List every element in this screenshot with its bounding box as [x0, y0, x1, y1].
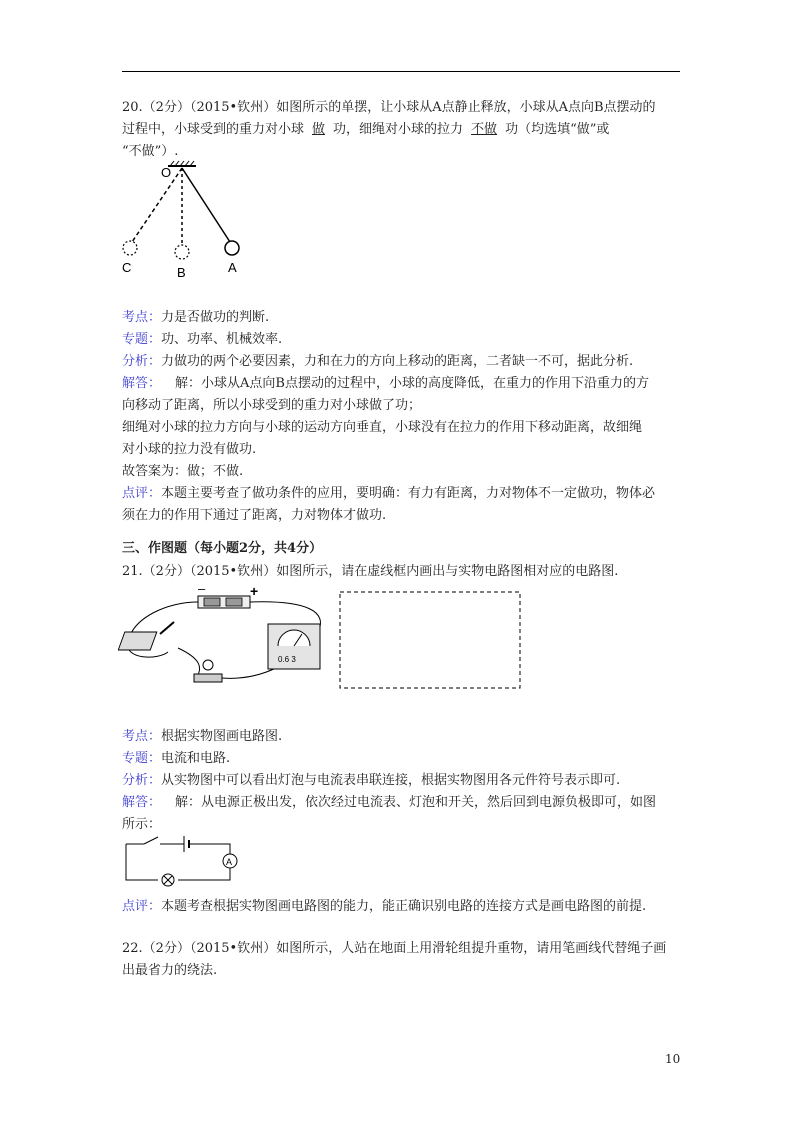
schematic-wire-left: [126, 844, 158, 880]
header-rule: [122, 71, 680, 72]
battery-plus-label: +: [250, 583, 259, 599]
page-number: 10: [665, 1052, 681, 1066]
q20-stem-line1: 20.（2分）（2015•钦州）如图所示的单摆，让小球从A点静止释放，小球从A点向B点摆动的: [122, 100, 656, 115]
q21-stem: 21.（2分）（2015•钦州）如图所示，请在虚线框内画出与实物电路图相对应的电路图.: [122, 564, 619, 579]
wire-switch-to-bulb: [178, 648, 200, 676]
q21-dianping: 点评：本题考查根据实物图画电路图的能力，能正确识别电路的连接方式是画电路图的前提.: [122, 899, 647, 914]
q21-analysis: [122, 726, 682, 836]
battery-cell-2: [226, 598, 242, 606]
switch: [118, 632, 157, 650]
ball-B: [175, 245, 189, 259]
string-A: [182, 168, 230, 242]
q20-analysis: [122, 307, 682, 527]
q21-fenxi: 分析：从实物图中可以看出灯泡与电流表串联连接，根据实物图用各元件符号表示即可.: [122, 773, 621, 788]
ball-A: [225, 241, 239, 255]
answer-box-dashed: [340, 592, 520, 688]
q20-stem-line2: 过程中，小球受到的重力对小球 做 功，细绳对小球的拉力 不做 功（均选填“做”或: [122, 119, 682, 141]
q20-blank-2: 不做: [471, 122, 498, 137]
q20-jieda: 解答： 解：小球从A点向B点摆动的过程中，小球的高度降低，在重力的作用下沿重力的方: [122, 376, 649, 391]
bulb-base: [194, 674, 222, 682]
schematic-wire-top-right: [189, 844, 230, 854]
ammeter-scale: 0.6 3: [278, 655, 296, 664]
q20-zhuanti: 专题：功、功率、机械效率.: [122, 332, 283, 347]
schematic-wire-right: [178, 868, 230, 880]
label-O: O: [161, 165, 172, 180]
q20-kaodian: 考点：力是否做功的判断.: [122, 310, 270, 325]
physical-circuit-figure: [118, 582, 528, 694]
battery-minus-label: –: [198, 582, 206, 596]
ammeter-symbol-label: A: [226, 857, 233, 867]
section-3-heading: 三、作图题（每小题2分，共4分）: [122, 541, 323, 556]
q21-zhuanti: 专题：电流和电路.: [122, 751, 231, 766]
q20-blank-1: 做: [312, 122, 326, 137]
question-22: [122, 938, 682, 982]
q20-answer: 故答案为：做；不做.: [122, 464, 244, 479]
q21-jieda: 解答： 解：从电源正极出发，依次经过电流表、灯泡和开关，然后回到电源负极即可，如图: [122, 795, 657, 810]
question-20: [122, 97, 682, 163]
bulb: [203, 660, 213, 670]
q22-stem-line2: 出最省力的绕法.: [122, 963, 218, 978]
label-C: C: [122, 260, 132, 275]
q22-stem-line1: 22.（2分）（2015•钦州）如图所示，人站在地面上用滑轮组提升重物，请用笔画线代替绳子画: [122, 941, 667, 956]
q20-jieda-line2: 向移动了距离，所以小球受到的重力对小球做了功；: [122, 398, 422, 413]
switch-blade: [160, 622, 174, 634]
pendulum-figure: [118, 160, 248, 280]
q20-fenxi: 分析：力做功的两个必要因素，力和在力的方向上移动的距离，二者缺一不可，据此分析.: [122, 354, 634, 369]
q20-jieda-line4: 对小球的拉力没有做功.: [122, 442, 257, 457]
q20-stem-line3: “不做”）.: [122, 144, 179, 159]
switch-symbol: [144, 837, 158, 844]
circuit-diagram-answer: [118, 834, 248, 888]
q20-jieda-line3: 细绳对小球的拉力方向与小球的运动方向垂直，小球没有在拉力的作用下移动距离，故细绳: [122, 420, 643, 435]
q20-dianping-line2: 须在力的作用下通过了距离，力对物体才做功.: [122, 508, 387, 523]
label-B: B: [177, 265, 186, 280]
ball-C: [123, 241, 137, 255]
label-A: A: [228, 260, 237, 275]
q21-kaodian: 考点：根据实物图画电路图.: [122, 729, 283, 744]
q20-dianping: 点评：本题主要考查了做功条件的应用，要明确：有力有距离，力对物体不一定做功，物体必: [122, 486, 656, 501]
string-C: [132, 168, 182, 242]
q21-jieda-line2: 所示：: [122, 817, 162, 832]
battery-cell-1: [204, 598, 220, 606]
